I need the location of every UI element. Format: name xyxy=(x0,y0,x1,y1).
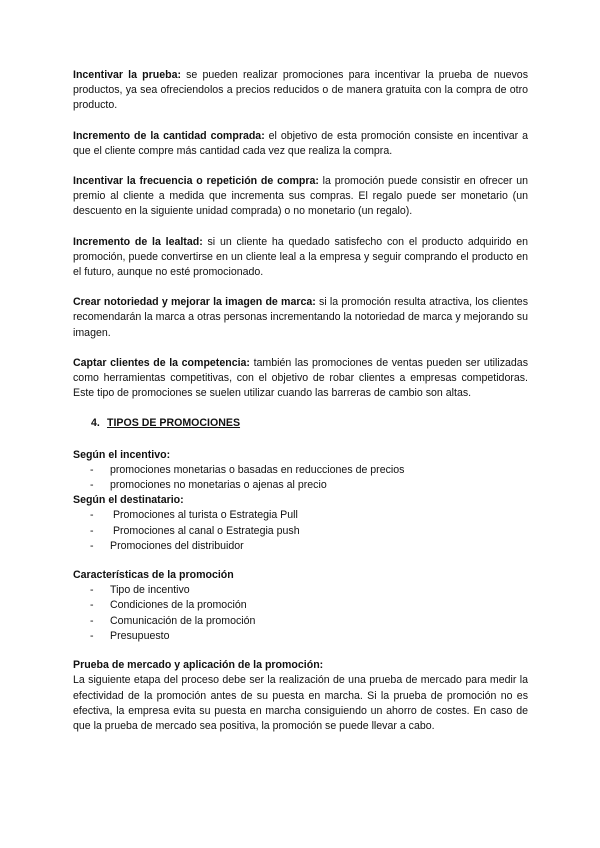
list-item xyxy=(73,629,528,644)
dash-marker: - xyxy=(90,614,94,627)
list-destinatario xyxy=(73,508,528,554)
list-item-text: Promociones al turista o Estrategia Pull xyxy=(110,509,298,522)
dash-marker: - xyxy=(90,539,94,552)
paragraph-incremento-lealtad xyxy=(73,235,528,281)
list-item-text: Promociones al canal o Estrategia push xyxy=(110,524,300,537)
list-item-text: Tipo de incentivo xyxy=(110,584,190,597)
list-item-text: Comunicación de la promoción xyxy=(110,614,256,627)
dash-marker: - xyxy=(90,629,94,642)
dash-marker: - xyxy=(90,599,94,612)
list-item xyxy=(73,539,528,554)
paragraph-lead: Crear notoriedad y mejorar la imagen de marca: xyxy=(73,296,316,309)
list-incentivo xyxy=(73,463,528,493)
document-page xyxy=(73,68,528,749)
dash-marker: - xyxy=(90,584,94,597)
paragraph-text: se pueden realizar promociones para incentivar la prueba de nuevos productos, ya sea ofreciendolos a precios reducidos o de manera gratuita con la compra de otro producto. xyxy=(73,69,528,112)
paragraph-text: también las promociones de ventas pueden ser utilizadas como herramientas competitivas, con el objetivo de robar clientes a empresas competidoras. Este tipo de promociones se suelen utilizar cuando las barreras de cambio son altas. xyxy=(73,356,528,400)
list-caracteristicas xyxy=(73,583,528,644)
paragraph-lead: Incremento de la cantidad comprada: xyxy=(73,129,265,142)
list-item xyxy=(73,583,528,598)
list-item xyxy=(73,478,528,493)
list-heading-incentivo: Según el incentivo: xyxy=(73,448,171,461)
list-item xyxy=(73,598,528,613)
paragraph-text: la promoción puede consistir en ofrecer un premio al cliente a medida que incrementa sus compras. El regalo puede ser monetario (un descuento en la siguiente unidad comprada) o no monetario (un regalo). xyxy=(73,175,528,218)
dash-marker: - xyxy=(90,479,94,492)
paragraph-text: el objetivo de esta promoción consiste en incentivar a que el cliente compre más cantidad cada vez que realiza la compra. xyxy=(73,129,528,157)
paragraph-incentivar-prueba xyxy=(73,68,528,114)
section-title: TIPOS DE PROMOCIONES xyxy=(107,417,241,430)
list-heading-caracteristicas: Características de la promoción xyxy=(73,569,234,582)
list-item xyxy=(73,508,528,523)
list-item-text: promociones no monetarias o ajenas al precio xyxy=(110,479,327,492)
paragraph-lead: Incremento de la lealtad: xyxy=(73,235,203,248)
list-item-text: Presupuesto xyxy=(110,629,170,642)
list-heading-destinatario: Según el destinatario: xyxy=(73,494,184,507)
dash-marker: - xyxy=(90,463,94,476)
paragraph-incremento-cantidad xyxy=(73,129,528,159)
list-item-text: Promociones del distribuidor xyxy=(110,539,244,552)
final-paragraph: La siguiente etapa del proceso debe ser la realización de una prueba de mercado para medir la efectividad de la promoción antes de su puesta en marcha. Si la prueba de promoción no es efectiva, la empresa evita su puesta en marcha consiguiendo un ahorro de costes. En caso de que la prueba de mercado sea positiva, la promoción se puede llevar a cabo. xyxy=(73,674,528,732)
paragraph-captar-clientes xyxy=(73,356,528,402)
paragraph-lead: Incentivar la frecuencia o repetición de compra: xyxy=(73,175,319,188)
list-item xyxy=(73,524,528,539)
paragraph-frecuencia-compra xyxy=(73,174,528,220)
section-number: 4. xyxy=(91,417,100,430)
paragraph-lead: Captar clientes de la competencia: xyxy=(73,356,250,369)
dash-marker: - xyxy=(90,524,94,537)
paragraph-lead: Incentivar la prueba: xyxy=(73,69,181,81)
spacer xyxy=(73,554,528,568)
list-item xyxy=(73,463,528,478)
section-heading xyxy=(91,416,528,431)
list-item-text: promociones monetarias o basadas en reducciones de precios xyxy=(110,463,405,476)
list-item xyxy=(73,614,528,629)
paragraph-text: si un cliente ha quedado satisfecho con el producto adquirido en promoción, puede convertirse en un cliente leal a la empresa y seguir comprando el producto en el futuro, aunque no esté promocionado. xyxy=(73,235,529,279)
final-heading: Prueba de mercado y aplicación de la promoción: xyxy=(73,659,324,672)
list-item-text: Condiciones de la promoción xyxy=(110,599,247,612)
spacer xyxy=(73,644,528,658)
paragraph-notoriedad-marca xyxy=(73,295,528,341)
paragraph-text: si la promoción resulta atractiva, los clientes recomendarán la marca a otras personas incrementando la notoriedad de marca y mejorando su imagen. xyxy=(73,296,528,339)
dash-marker: - xyxy=(90,509,94,522)
